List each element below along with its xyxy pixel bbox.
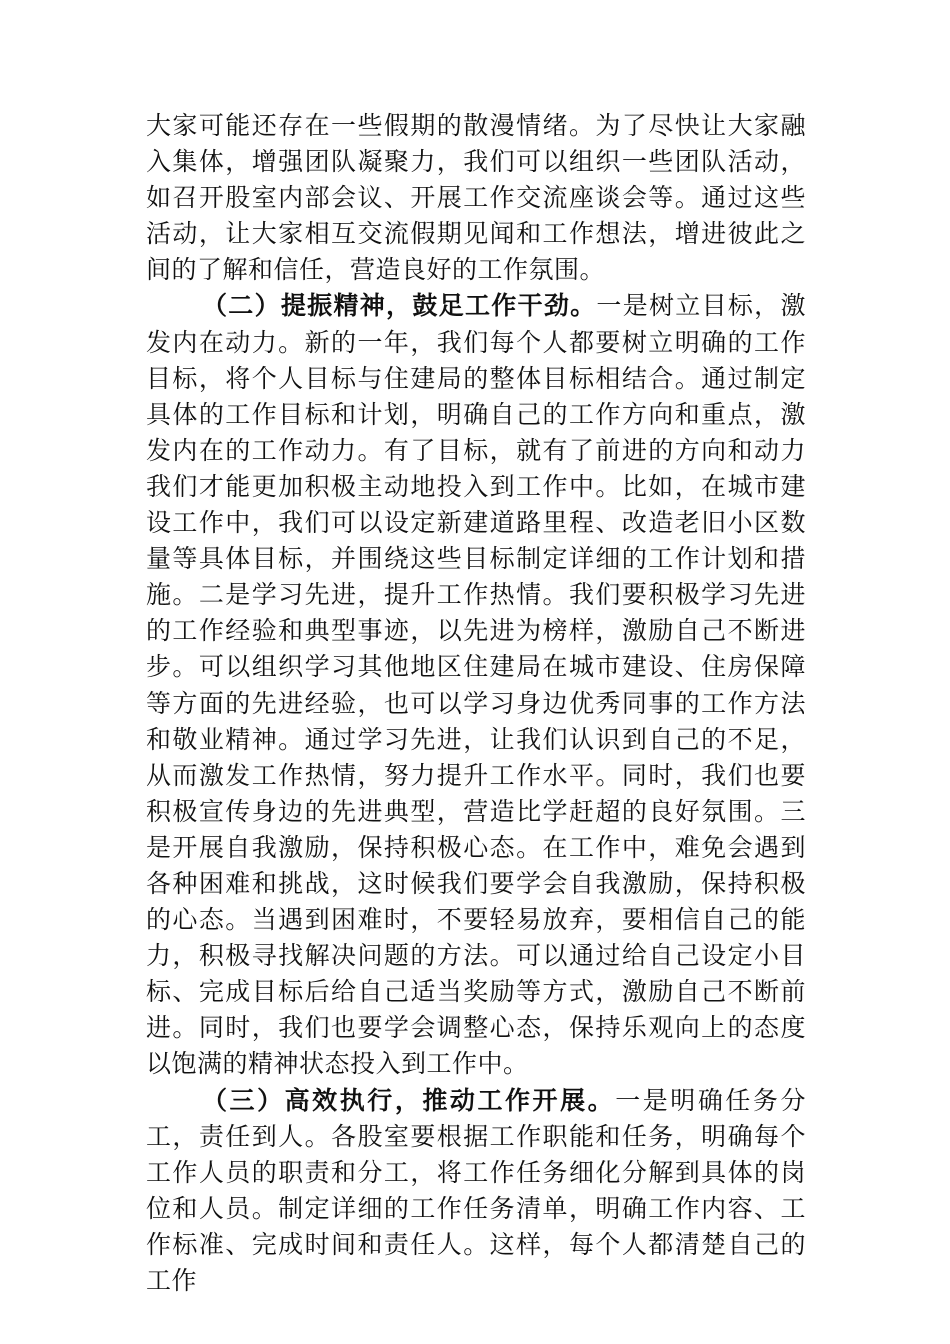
section-heading: （二）提振精神，鼓足工作干劲。 [202,291,597,321]
paragraph-continued [146,108,806,288]
paragraph-body: 一是明确任务分工，责任到人。各股室要根据工作职能和任务，明确每个工作人员的职责和分工，将工作任务细化分解到具体的岗位和人员。制定详细的工作任务清单，明确工作内容、工作标准、完成时间和责任人。这样，每个人都清楚自己的工作 [146,1085,806,1295]
paragraph-body: 大家可能还存在一些假期的散漫情绪。为了尽快让大家融入集体，增强团队凝聚力，我们可以组织一些团队活动，如召开股室内部会议、开展工作交流座谈会等。通过这些活动，让大家相互交流假期见闻和工作想法，增进彼此之间的了解和信任，营造良好的工作氛围。 [146,111,806,285]
document-page [146,108,806,1299]
paragraph-section-2 [146,288,806,1082]
section-heading: （三）高效执行，推动工作开展。 [202,1085,616,1115]
paragraph-body: 一是树立目标，激发内在动力。新的一年，我们每个人都要树立明确的工作目标，将个人目标与住建局的整体目标相结合。通过制定具体的工作目标和计划，明确自己的工作方向和重点，激发内在的工作动力。有了目标，就有了前进的方向和动力我们才能更加积极主动地投入到工作中。比如，在城市建设工作中，我们可以设定新建道路里程、改造老旧小区数量等具体目标，并围绕这些目标制定详细的工作计划和措施。二是学习先进，提升工作热情。我们要积极学习先进的工作经验和典型事迹，以先进为榜样，激励自己不断进步。可以组织学习其他地区住建局在城市建设、住房保障等方面的先进经验，也可以学习身边优秀同事的工作方法和敬业精神。通过学习先进，让我们认识到自己的不足，从而激发工作热情，努力提升工作水平。同时，我们也要积极宣传身边的先进典型，营造比学赶超的良好氛围。三是开展自我激励，保持积极心态。在工作中，难免会遇到各种困难和挑战，这时候我们要学会自我激励，保持积极的心态。当遇到困难时，不要轻易放弃，要相信自己的能力，积极寻找解决问题的方法。可以通过给自己设定小目标、完成目标后给自己适当奖励等方式，激励自己不断前进。同时，我们也要学会调整心态，保持乐观向上的态度以饱满的精神状态投入到工作中。 [146,291,806,1079]
paragraph-section-3 [146,1083,806,1300]
